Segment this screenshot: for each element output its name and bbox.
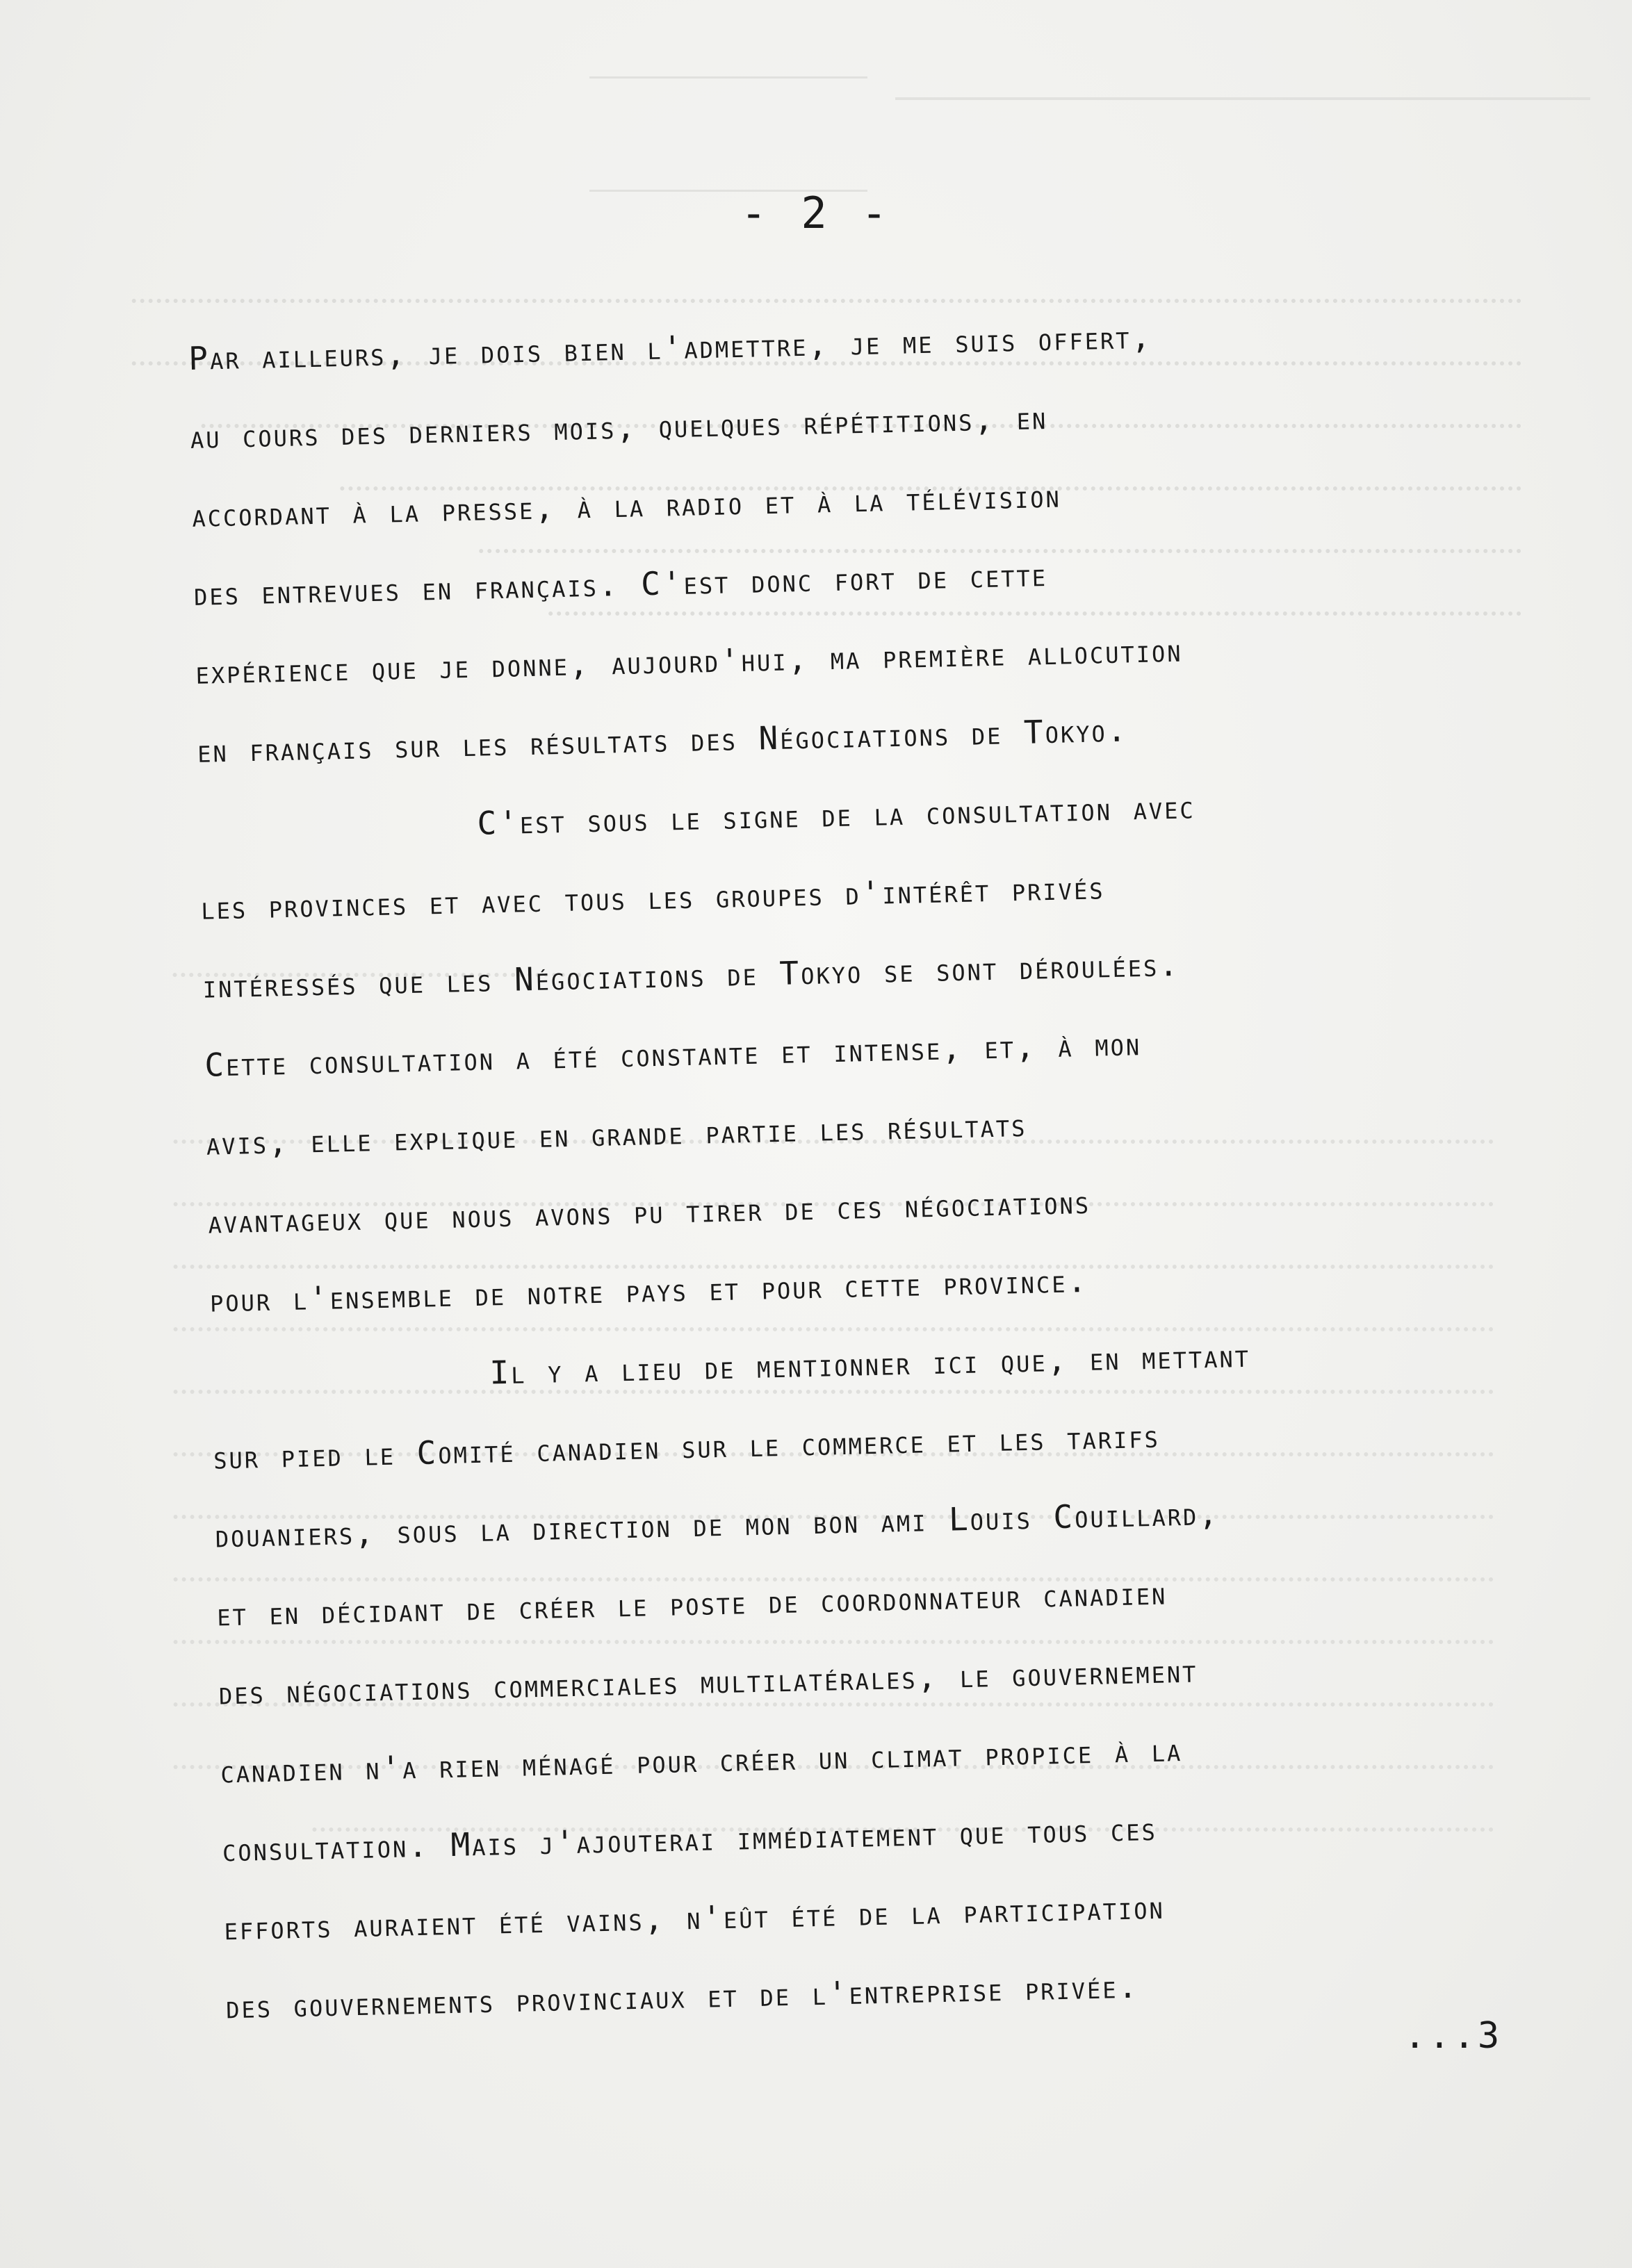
text-line: Cette consultation a été constante et intense, et, à mon	[204, 1025, 1142, 1084]
text-line: efforts auraient été vains, n'eût été de la participation	[223, 1888, 1166, 1948]
text-line: pour l'ensemble de notre pays et pour cette province.	[209, 1261, 1089, 1320]
paragraph	[211, 1310, 1547, 2047]
text-line: consultation. Mais j'ajouterai immédiatement que tous ces	[222, 1809, 1158, 1869]
text-line: en français sur les résultats des Négociations de Tokyo.	[197, 711, 1129, 770]
continuation-marker: ...3	[1404, 2015, 1503, 2057]
page-number: - 2 -	[740, 188, 892, 238]
text-line: au cours des derniers mois, quelques répétitions, en	[190, 398, 1048, 456]
text-line: avantageux que nous avons pu tirer de ces négociations	[207, 1183, 1091, 1241]
text-line: canadien n'a rien ménagé pour créer un climat propice à la	[220, 1731, 1183, 1791]
text-line: des négociations commerciales multilatérales, le gouvernement	[218, 1652, 1198, 1712]
text-line: avis, elle explique en grande partie les résultats	[206, 1106, 1027, 1162]
text-line: des gouvernements provinciaux et de l'entreprise privée.	[225, 1967, 1140, 2026]
text-line: les provinces et avec tous les groupes d'intérêt privés	[200, 869, 1105, 927]
text-line: intéressés que les Négociations de Tokyo se sont déroulées.	[202, 945, 1181, 1005]
text-line: accordant à la presse, à la radio et à la télévision	[191, 477, 1062, 534]
text-line: sur pied le Comité canadien sur le commerce et les tarifs	[213, 1417, 1161, 1477]
paragraph	[188, 290, 1519, 791]
text-line: des entrevues en français. C'est donc fort de cette	[193, 556, 1048, 613]
paragraph	[198, 761, 1531, 1340]
text-line: C'est sous le signe de la consultation avec	[476, 788, 1196, 842]
text-line: expérience que je donne, aujourd'hui, ma première allocution	[195, 631, 1184, 691]
document-body	[188, 290, 1547, 2046]
text-line: et en décidant de créer le poste de coordonnateur canadien	[216, 1574, 1168, 1634]
text-line: Il y a lieu de mentionner ici que, en mettant	[489, 1336, 1251, 1392]
text-line: douaniers, sous la direction de mon bon ami Louis Couillard,	[215, 1494, 1221, 1555]
text-line: Par ailleurs, je dois bien l'admettre, je me suis offert,	[188, 318, 1153, 377]
